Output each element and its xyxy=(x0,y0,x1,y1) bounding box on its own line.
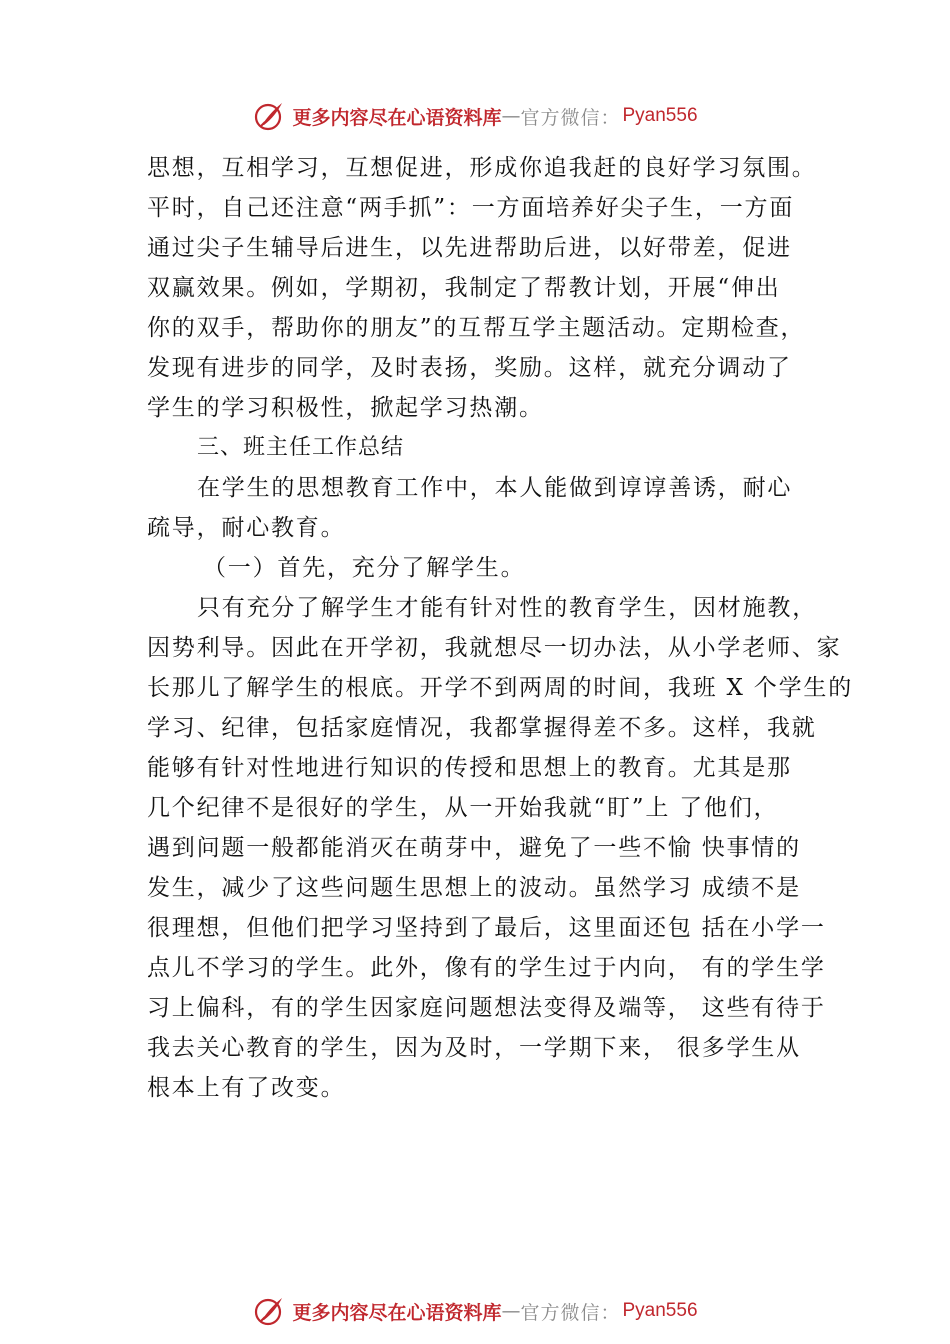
text-line: 你的双手，帮助你的朋友”的互帮互学主题活动。定期检查， xyxy=(147,315,806,341)
header-banner xyxy=(0,96,950,136)
text-line: 很理想，但他们把学习坚持到了最后，这里面还包 括在小学一 xyxy=(147,915,826,941)
text-line: 发现有进步的同学，及时表扬，奖励。这样，就充分调动了 xyxy=(147,355,792,381)
text-line: 习上偏科，有的学生因家庭问题想法变得及端等， 这些有待于 xyxy=(147,995,826,1021)
text-line: 根本上有了改变。 xyxy=(147,1075,346,1101)
section-heading: 三、班主任工作总结 xyxy=(197,435,405,460)
text-line: 通过尖子生辅导后进生，以先进帮助后进，以好带差，促进 xyxy=(147,235,792,261)
banner-wechat-id: Pyan556 xyxy=(622,105,698,126)
text-line: 平时，自己还注意“两手抓”：一方面培养好尖子生，一方面 xyxy=(147,195,795,221)
subsection-heading: （一）首先，充分了解学生。 xyxy=(203,555,526,581)
quill-pen-logo-icon xyxy=(252,1294,286,1328)
banner-dash: — xyxy=(501,105,521,127)
text-line: 双赢效果。例如，学期初，我制定了帮教计划，开展“伸出 xyxy=(147,275,781,301)
text-line: 思想，互相学习，互想促进，形成你追我赶的良好学习氛围。 xyxy=(147,155,817,181)
text-line: 能够有针对性地进行知识的传授和思想上的教育。尤其是那 xyxy=(147,755,792,781)
text-line: 遇到问题一般都能消灭在萌芽中，避免了一些不愉 快事情的 xyxy=(147,835,801,861)
footer-banner xyxy=(0,1291,950,1331)
text-line: 在学生的思想教育工作中，本人能做到谆谆善诱，耐心 xyxy=(197,475,793,501)
banner-title: 更多内容尽在心语资料库 xyxy=(292,1301,502,1324)
text-line: 因势利导。因此在开学初，我就想尽一切办法，从小学老师、家 xyxy=(147,635,842,661)
text-line: 点儿不学习的学生。此外，像有的学生过于内向， 有的学生学 xyxy=(147,955,826,981)
text-line: 我去关心教育的学生，因为及时，一学期下来， 很多学生从 xyxy=(147,1035,801,1061)
text-line: 长那儿了解学生的根底。开学不到两周的时间，我班 X 个学生的 xyxy=(147,675,853,701)
text-line: 几个纪律不是很好的学生，从一开始我就“盯”上 了他们， xyxy=(147,795,779,821)
text-line: 疏导，耐心教育。 xyxy=(147,515,346,541)
banner-label: 官方微信： xyxy=(520,1301,621,1324)
banner-dash: — xyxy=(501,1300,521,1322)
text-line: 只有充分了解学生才能有针对性的教育学生，因材施教， xyxy=(197,595,817,621)
text-line: 发生，减少了这些问题生思想上的波动。虽然学习 成绩不是 xyxy=(147,875,801,901)
banner-wechat-id: Pyan556 xyxy=(622,1300,698,1321)
document-body xyxy=(147,148,853,1108)
banner-label: 官方微信： xyxy=(520,106,621,129)
banner-title: 更多内容尽在心语资料库 xyxy=(292,106,502,129)
text-line: 学生的学习积极性，掀起学习热潮。 xyxy=(147,395,544,421)
quill-pen-logo-icon xyxy=(252,99,286,133)
text-line: 学习、纪律，包括家庭情况，我都掌握得差不多。这样，我就 xyxy=(147,715,817,741)
